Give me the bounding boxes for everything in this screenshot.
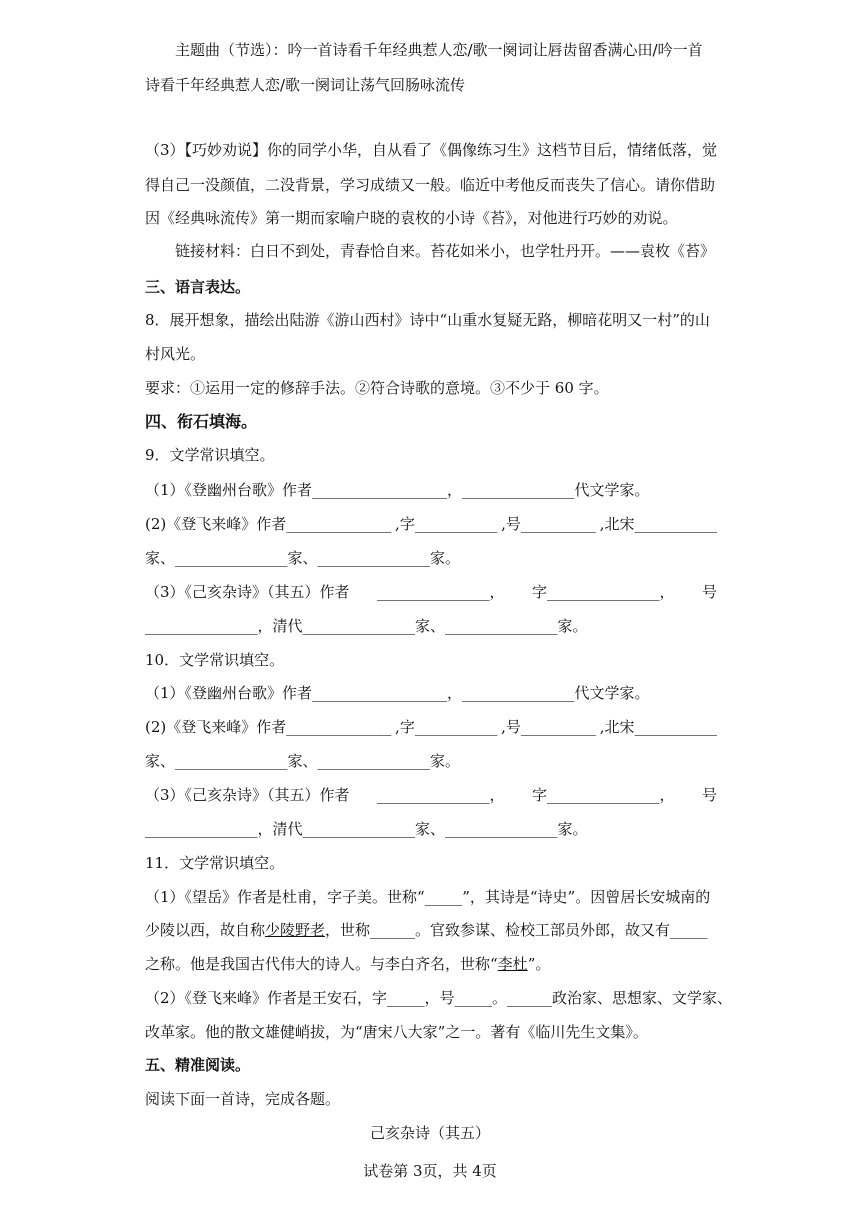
q9-c-author: _______________， <box>377 583 505 601</box>
q11-text: 之称。他是我国古代伟大的诗人。与李白齐名，世称“ <box>145 955 498 973</box>
q9-item-1: （1）《登幽州台歌》作者__________________，_______________代文学家。 <box>145 481 650 499</box>
q11-text: ，世称______。官致参谋、检校工部员外郎，故又有_____ <box>325 921 708 939</box>
q9-item-2-line-1 <box>145 514 717 534</box>
q10-c-author: _______________， <box>377 786 505 804</box>
q10-c-hao: 号 <box>701 786 717 804</box>
page-footer: 试卷第 3页，共 4页 <box>363 1162 497 1180</box>
reading-instructions: 阅读下面一首诗，完成各题。 <box>145 1090 341 1108</box>
q10-b-author: (2)《登飞来峰》作者______________ <box>145 718 392 736</box>
section-5-heading: 五、精准阅读。 <box>145 1056 251 1074</box>
q3-line-1: （3）【巧妙劝说】你的同学小华，自从看了《偶像练习生》这档节目后，情绪低落，觉 <box>145 141 718 159</box>
q9-b-author: (2)《登飞来峰》作者______________ <box>145 515 392 533</box>
q9-c-title: （3）《己亥杂诗》（其五）作者 <box>145 583 350 601</box>
poem-title: 己亥杂诗（其五） <box>369 1124 490 1142</box>
q9-item-2-line-2: 家、_______________家、_______________家。 <box>145 549 461 567</box>
q11-item-1-line-1: （1）《望岳》作者是杜甫，字子美。世称“_____”，其诗是“诗史”。因曾居长安城南的 <box>145 888 711 906</box>
q3-line-2: 得自己一没颜值，二没背景，学习成绩又一般。临近中考他反而丧失了信心。请你借助 <box>145 176 716 194</box>
q9-item-3-line-1 <box>145 582 717 602</box>
q11-underlined-term: 少陵野老 <box>265 921 326 939</box>
q10-c-zi: 字_______________， <box>532 786 675 804</box>
link-material: 链接材料：白日不到处，青春恰自来。苔花如米小，也学牡丹开。——袁枚《苔》 <box>175 242 716 260</box>
q10-item-3-line-2: _______________，清代_______________家、_______________家。 <box>145 820 588 838</box>
section-3-heading: 三、语言表达。 <box>145 278 251 296</box>
q11-item-2-line-1: （2）《登飞来峰》作者是王安石，字_____，号_____。______政治家、思想家、文学家、 <box>145 989 733 1007</box>
q3-line-3: 因《经典咏流传》第一期而家喻户晓的袁枚的小诗《苔》，对他进行巧妙的劝说。 <box>145 209 678 227</box>
q11-item-1-line-3 <box>145 954 717 974</box>
q8-line-1: 8．展开想象，描绘出陆游《游山西村》诗中“山重水复疑无路，柳暗花明又一村”的山 <box>145 311 710 329</box>
q10-item-2-line-1 <box>145 717 717 737</box>
section-4-heading: 四、衔石填海。 <box>145 412 258 431</box>
q10-b-zi: ,字___________ <box>395 718 498 736</box>
q10-c-title: （3）《己亥杂诗》（其五）作者 <box>145 786 350 804</box>
theme-song-line-1: 主题曲（节选）：吟一首诗看千年经典惹人恋/歌一阕词让唇齿留香满心田/吟一首 <box>175 41 703 59</box>
q9-c-zi: 字_______________， <box>532 583 675 601</box>
q9-c-hao: 号 <box>701 583 717 601</box>
q8-requirements: 要求：①运用一定的修辞手法。②符合诗歌的意境。③不少于 60 字。 <box>145 379 609 397</box>
q9-b-zi: ,字___________ <box>395 515 498 533</box>
q11-item-1-line-2 <box>145 920 717 940</box>
q10-item-3-line-1 <box>145 785 717 805</box>
q11-item-2-line-2: 改革家。他的散文雄健峭拔，为“唐宋八大家”之一。著有《临川先生文集》。 <box>145 1023 648 1041</box>
q10-b-hao: ,号__________ <box>501 718 596 736</box>
q9-b-hao: ,号__________ <box>501 515 596 533</box>
q11-text: ”。 <box>527 955 551 973</box>
q10-item-2-line-2: 家、_______________家、_______________家。 <box>145 752 461 770</box>
q9-item-3-line-2: _______________，清代_______________家、_______________家。 <box>145 617 588 635</box>
q10-b-dynasty: ,北宋___________ <box>599 718 717 736</box>
q10-item-1: （1）《登幽州台歌》作者__________________，_______________代文学家。 <box>145 684 650 702</box>
q10-title: 10．文学常识填空。 <box>145 651 285 669</box>
q9-b-dynasty: ,北宋___________ <box>599 515 717 533</box>
theme-song-line-2: 诗看千年经典惹人恋/歌一阕词让荡气回肠咏流传 <box>145 76 466 94</box>
q11-underlined-term: 李杜 <box>497 955 528 973</box>
q11-title: 11．文学常识填空。 <box>145 854 285 872</box>
q11-text: 少陵以西，故自称 <box>145 921 266 939</box>
q9-title: 9．文学常识填空。 <box>145 446 275 464</box>
q8-line-2: 村风光。 <box>145 345 206 363</box>
